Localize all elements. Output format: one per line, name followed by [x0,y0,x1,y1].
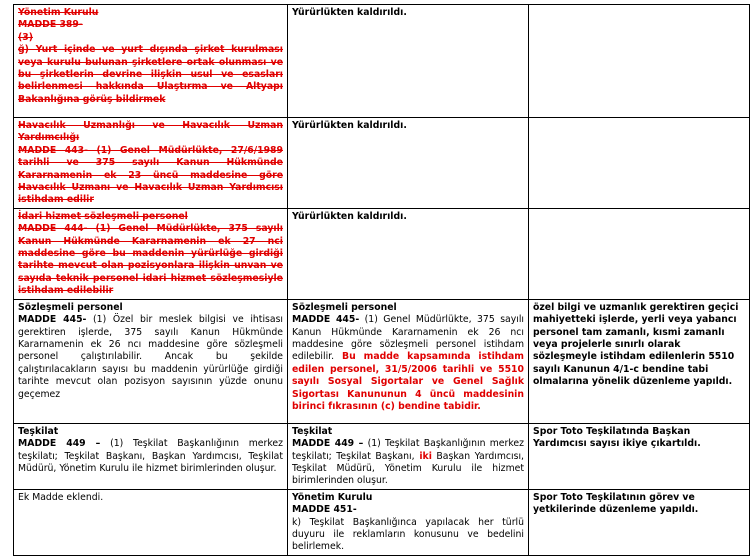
explanation-cell [529,5,750,118]
new-text-cell [288,299,529,423]
repealed-heading: İdari hizmet sözleşmeli personel [18,210,188,222]
note-text: Ek Madde eklendi. [18,491,104,503]
table-row [14,299,750,423]
article-heading: Sözleşmeli personel [18,301,123,313]
amendment-text: iki [414,450,432,462]
article-number: MADDE 449 – [292,438,364,450]
table-row [14,489,750,555]
repealed-paragraph-number: (3) [18,31,33,43]
comparison-table [13,4,750,556]
table-row [14,423,750,489]
article-body: (1) Genel Müdürlükte, 375 sayılı Kanun Hükmünde Kararnamenin ek 26 ncı maddesine göre sözleşmeli personel istihdam edilebilir. [292,314,525,363]
new-text-cell: Yürürlükten kaldırıldı. [288,208,529,299]
old-text-cell [14,118,288,209]
repealed-article: MADDE 389- [18,19,83,31]
explanation-cell [529,208,750,299]
article-number: MADDE 449 – [18,438,101,450]
article-heading: Yönetim Kurulu [292,491,373,503]
explanation-cell: özel bilgi ve uzmanlık gerektiren geçici mahiyetteki işlerde, yerli veya yabancı personel tam zamanlı, kısmi zamanlı veya projelerle sınırlı olarak sözleşmeyle istihdam edilenlerin 5510 sayılı Kanunun 4/1-c bendine tabi olmalarına yönelik düzenleme yapıldı. [529,299,750,423]
table-row [14,118,750,209]
article-text [292,314,524,413]
repealed-clause: ğ) Yurt içinde ve yurt dışında şirket kurulması veya kurulu bulunan şirketlere ortak olunması ve bu şirketlerin devrine ilişkin usul ve esasları belirlenmesi hakkında Ulaştırma ve Altyapı Bakanlığına görüş bildirmek [18,44,283,105]
article-number: MADDE 445- [18,314,87,326]
article-text [292,438,524,488]
article-text [18,314,283,401]
article-body: (1) Teşkilat Başkanlığının merkez teşkilatı; Teşkilat Başkanı, [292,438,524,462]
article-body: k) Teşkilat Başkanlığınca yapılacak her türlü duyuru ile reklamların konusunu ve bedelini belirlemek. [292,516,524,553]
new-text-cell [288,423,529,489]
repealed-heading: Yönetim Kurulu [18,7,99,18]
explanation-cell [529,118,750,209]
article-body: (1) Teşkilat Başkanlığının merkez teşkilatı; Teşkilat Başkanı, Başkan Yardımcısı, Teşkilat Müdürü, Yönetim Kurulu ile hizmet birimlerinden oluşur. [18,438,283,474]
comparison-table-wrapper [13,4,739,556]
article-heading: Teşkilat [18,425,59,437]
repealed-article: MADDE 444- (1) Genel Müdürlükte, 375 sayılı Kanun Hükmünde Kararnamenin ek 27 nci maddesine göre bu maddenin yürürlüğe girdiği tarihte mevcut olan pozisyonlara ilişkin unvan ve sayıda teknik personel idari hizmet sözleşmesiyle istihdam edilebilir [18,223,283,297]
article-body-continued: Başkan Yardımcısı, Teşkilat Müdürü, Yönetim Kurulu ile hizmet birimlerinden oluşur. [292,450,524,487]
repealed-article: MADDE 443- (1) Genel Müdürlükte, 27/6/1989 tarihli ve 375 sayılı Kanun Hükmünde Kararnamenin ek 23 üncü maddesine göre Havacılık Uzmanı ve Havacılık Uzman Yardımcısı istihdam edilir [18,144,283,206]
new-text-cell [288,489,529,555]
old-text-cell [14,5,288,118]
explanation-cell: Spor Toto Teşkilatında Başkan Yardımcısı sayısı ikiye çıkartıldı. [529,423,750,489]
new-text-cell: Yürürlükten kaldırıldı. [288,118,529,209]
new-text-cell: Yürürlükten kaldırıldı. [288,5,529,118]
amendment-text: Bu madde kapsamında istihdam edilen personel, 31/5/2006 tarihli ve 5510 sayılı Sosyal Sigortalar ve Genel Sağlık Sigortası Kanununun 4 üncü maddesinin birinci fıkrasının (c) bendine tabidir. [292,351,524,412]
repealed-heading: Havacılık Uzmanlığı ve Havacılık Uzman Yardımcılığı [18,120,283,144]
old-text-cell [14,299,288,423]
old-text-cell [14,489,288,555]
old-text-cell [14,208,288,299]
article-number: MADDE 451- [292,504,357,516]
article-text [18,438,283,475]
article-heading: Teşkilat [292,425,333,437]
article-number: MADDE 445- [292,314,360,326]
article-body: (1) Özel bir meslek bilgisi ve ihtisası gerektiren işlerde, 375 sayılı Kanun Hükmünde Kararnamenin ek 26 ncı maddesine göre sözleşmeli personel çalıştırılabilir. Ancak bu şekilde çalıştırılacakların sayısı bu maddenin yürürlüğe girdiği tarihte mevcut olan pozisyon sayısının yüzde onunu geçemez [18,314,284,400]
article-heading: Sözleşmeli personel [292,301,397,313]
old-text-cell [14,423,288,489]
table-row [14,5,750,118]
table-row [14,208,750,299]
explanation-cell: Spor Toto Teşkilatının görev ve yetkilerinde düzenleme yapıldı. [529,489,750,555]
